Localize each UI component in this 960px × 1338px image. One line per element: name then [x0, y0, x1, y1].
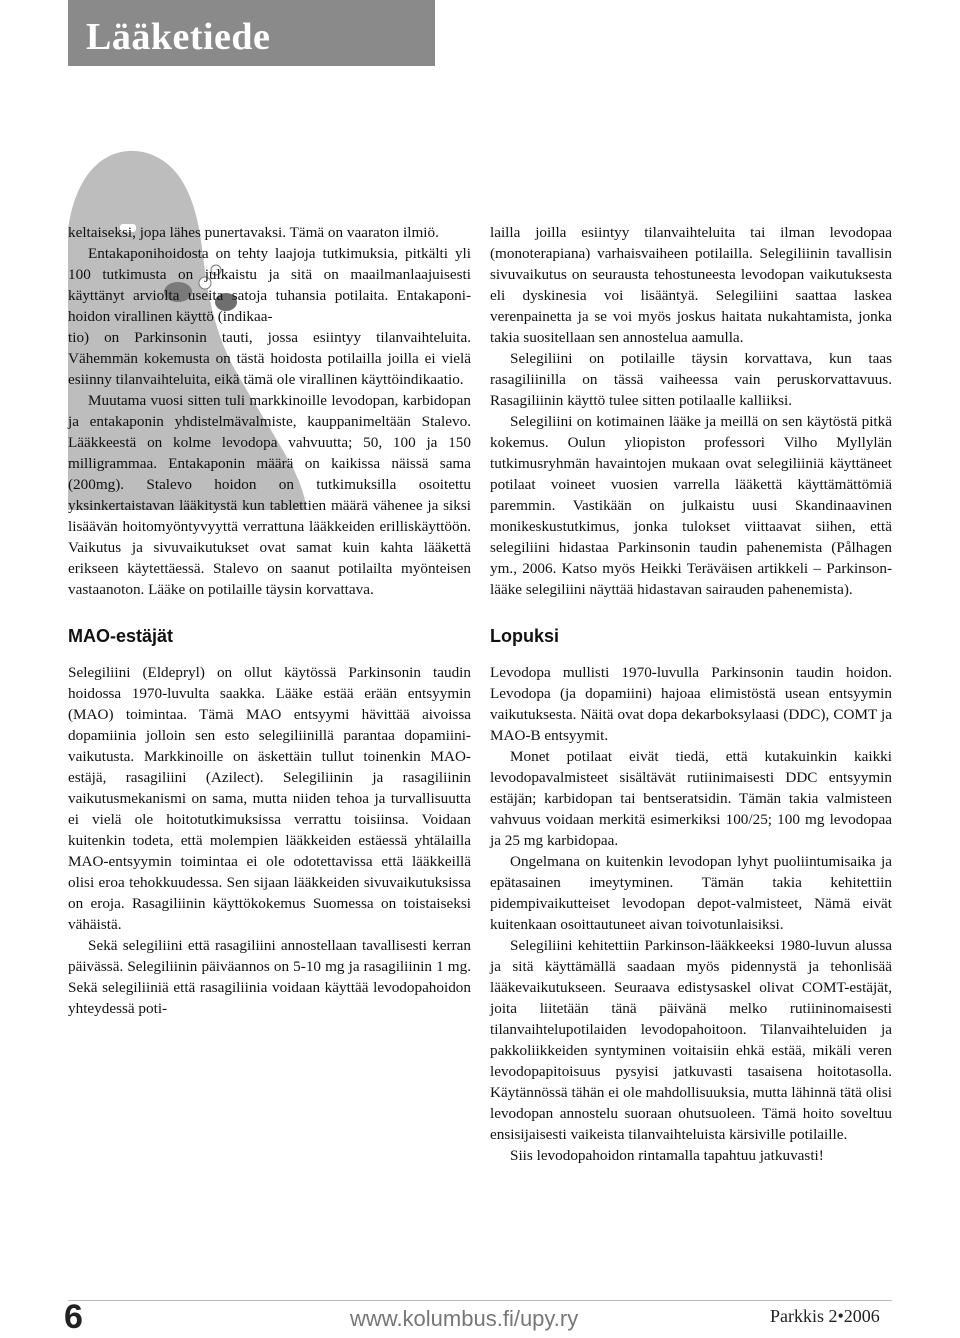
paragraph: Levodopa mullisti 1970-luvulla Parkinsonin taudin hoidon. Levodopa (ja dopamiini) hajoaa elimistöstä usean entsyymin vaikutuksesta. Näitä ovat dopa dekarboksylaasi (DDC), COMT ja MAO-B entsyymit.	[490, 664, 892, 744]
section-heading-lopuksi: Lopuksi	[490, 626, 560, 646]
paragraph: Monet potilaat eivät tiedä, että kutakuinkin kaikki levodopavalmisteet sisältävät rutiinimaisesti DDC entsyymin estäjän; karbidopan tai bentseratsidin. Tämän takia valmisteen vahvuus voidaan merkitä esimerkiksi 100/25; 100 mg levodopaa ja 25 mg karbidopaa.	[490, 748, 892, 849]
paragraph: Siis levodopahoidon rintamalla tapahtuu jatkuvasti!	[510, 1147, 824, 1164]
paragraph: Selegiliini (Eldepryl) on ollut käytössä Parkinsonin taudin hoidossa 1970-luvulta saakka. Lääke estää erään entsyymin (MAO) toimintaa. Tämä MAO entsyymi hävittää aivoissa dopamiinia jolloin sen esto selegiliinillä parantaa dopamiini-vaikutusta. Markkinoille on äskettäin tullut toinenkin MAO-estäjä, rasagiliini (Azilect). Selegiliinin ja rasagiliinin vaikutusmekanismi on sama, mutta niiden tehoa ja turvallisuutta ei vielä ole hoitotutkimuksissa verrattu toisiinsa. Voidaan kuitenkin todeta, että molempien lääkkeiden estäessä yhtälailla MAO-entsyymin toimintaa ei ole odotettavissa että lääkkeillä olisi eroa tehokkuudessa. Sen sijaan lääkkeiden sivuvaikutuksissa on eroja. Rasagiliinin käyttökokemus Suomessa on toistaiseksi vähäistä.	[68, 664, 471, 933]
paragraph: lailla joilla esiintyy tilanvaihteluita tai ilman levodopaa (monoterapiana) varhaisvaiheen potilailla. Selegiliinin tavallisin sivuvaikutus on seurausta tehostuneesta levodopan vaikutuksesta eli dyskinesia voi lisääntyä. Selegiliini saattaa laskea verenpainetta ja se voi myös joskus haitata nukahtamista, jonka takia suositellaan sen annostelua aamulla.	[490, 224, 892, 346]
paragraph: Muutama vuosi sitten tuli markkinoille levodopan, karbidopan ja entakaponin yhdistelmävalmiste, kauppanimeltään Stalevo. Lääkkeestä on kolme levodopa vahvuutta; 50, 100 ja 150 milligrammaa. Entakaponin määrä on kaikissa näissä sama (200mg). Stalevo hoidon on tutkimuksilla osoitettu yksinkertaistavan lääkitystä kun tablettien määrä vähenee ja siksi lisäävän hoitomyöntyvyyttä verrattuna lääkkeiden erilliskäyttöön. Vaikutus ja sivuvaikutukset ovat samat kuin kahta lääkettä erikseen käytettäessä. Stalevo on saanut potilailta myönteisen vastaanoton. Lääke on potilaille täysin korvattava.	[68, 392, 471, 598]
left-column	[68, 222, 471, 1019]
paragraph: Sekä selegiliini että rasagiliini annostellaan tavallisesti kerran päivässä. Selegiliinin päiväannos on 5-10 mg ja rasagiliinin 1 mg. Sekä selegiliiniä että rasagiliinia voidaan käyttää levodopahoidon yhteydessä poti-	[68, 937, 471, 1017]
footer-url: www.kolumbus.fi/upy.ry	[350, 1306, 579, 1331]
paragraph: Selegiliini on potilaille täysin korvattava, kun taas rasagiliinilla on tässä vaiheessa vain peruskorvattavuus. Rasagiliinin käyttö tulee sitten potilaalle kalliiksi.	[490, 350, 892, 409]
section-heading-mao: MAO-estäjät	[68, 626, 174, 646]
paragraph: keltaiseksi, jopa lähes punertavaksi. Tämä on vaaraton ilmiö.	[68, 224, 439, 241]
page-number: 6	[64, 1298, 83, 1336]
footer-issue: Parkkis 2•2006	[770, 1306, 880, 1326]
right-column	[490, 222, 892, 1166]
paragraph: Ongelmana on kuitenkin levodopan lyhyt puoliintumisaika ja epätasainen imeytyminen. Tämän takia kehitettiin pidempivaikutteiset levodopan depot-valmisteet, Nämä eivät kuitenkaan osoittautuneet aivan toivotunlaisiksi.	[490, 853, 892, 933]
page-title: Lääketiede	[86, 16, 271, 58]
paragraph: Entakaponihoidosta on tehty laajoja tutkimuksia, pitkälti yli 100 tutkimusta on julkaistu ja sitä on maailmanlaajuisesti käyttänyt arviolta useita satoja tuhansia potilaita. Entakaponi-hoidon virallinen käyttö (indikaa-	[68, 245, 471, 325]
paragraph: Selegiliini on kotimainen lääke ja meillä on sen käytöstä pitkä kokemus. Oulun yliopiston professori Vilho Myllylän tutkimusryhmän havaintojen mukaan ovat selegiliiniä käyttäneet potilaat voineet vuosien varrella lääkettä käyttämättömiä paremmin. Vastikään on julkaistu uusi Skandinaavinen monikeskustutkimus, jonka tulokset viittaavat siihen, että selegiliini hidastaa Parkinsonin taudin pahenemista (Pålhagen ym., 2006. Katso myös Heikki Teräväisen artikkeli – Parkinson-lääke selegiliini näyttää hidastavan sairauden pahenemista).	[490, 413, 892, 598]
footer-divider	[68, 1300, 892, 1301]
paragraph: tio) on Parkinsonin tauti, jossa esiintyy tilanvaihteluita. Vähemmän kokemusta on tästä hoidosta potilailla joilla ei vielä esiinny tilanvaihteluita, eikä tämä ole virallinen käyttöindikaatio.	[68, 329, 471, 388]
paragraph: Selegiliini kehitettiin Parkinson-lääkkeeksi 1980-luvun alussa ja sitä käyttämällä saadaan myös pidennystä ja tehonlisää lääkevaikutukseen. Seuraava edistysaskel olivat COMT-estäjät, joita liitetään tänä päivänä melko rutiininomaisesti tilanvaihtelupotilaiden levodopahoitoon. Tilanvaihteluiden ja pakkoliikkeiden syntyminen voitaisiin ehkä estää, mikäli veren levodopapitoisuus pysyisi jatkuvasti tasaisena hoitotasolla. Käytännössä tähän ei ole mahdollisuuksia, mutta lähinnä tätä olisi levodopan annostelu suoraan ohutsuoleen. Tämä hoito soveltuu ensisijaisesti vaikeista tilanvaihteluista kärsiville potilaille.	[490, 937, 892, 1143]
